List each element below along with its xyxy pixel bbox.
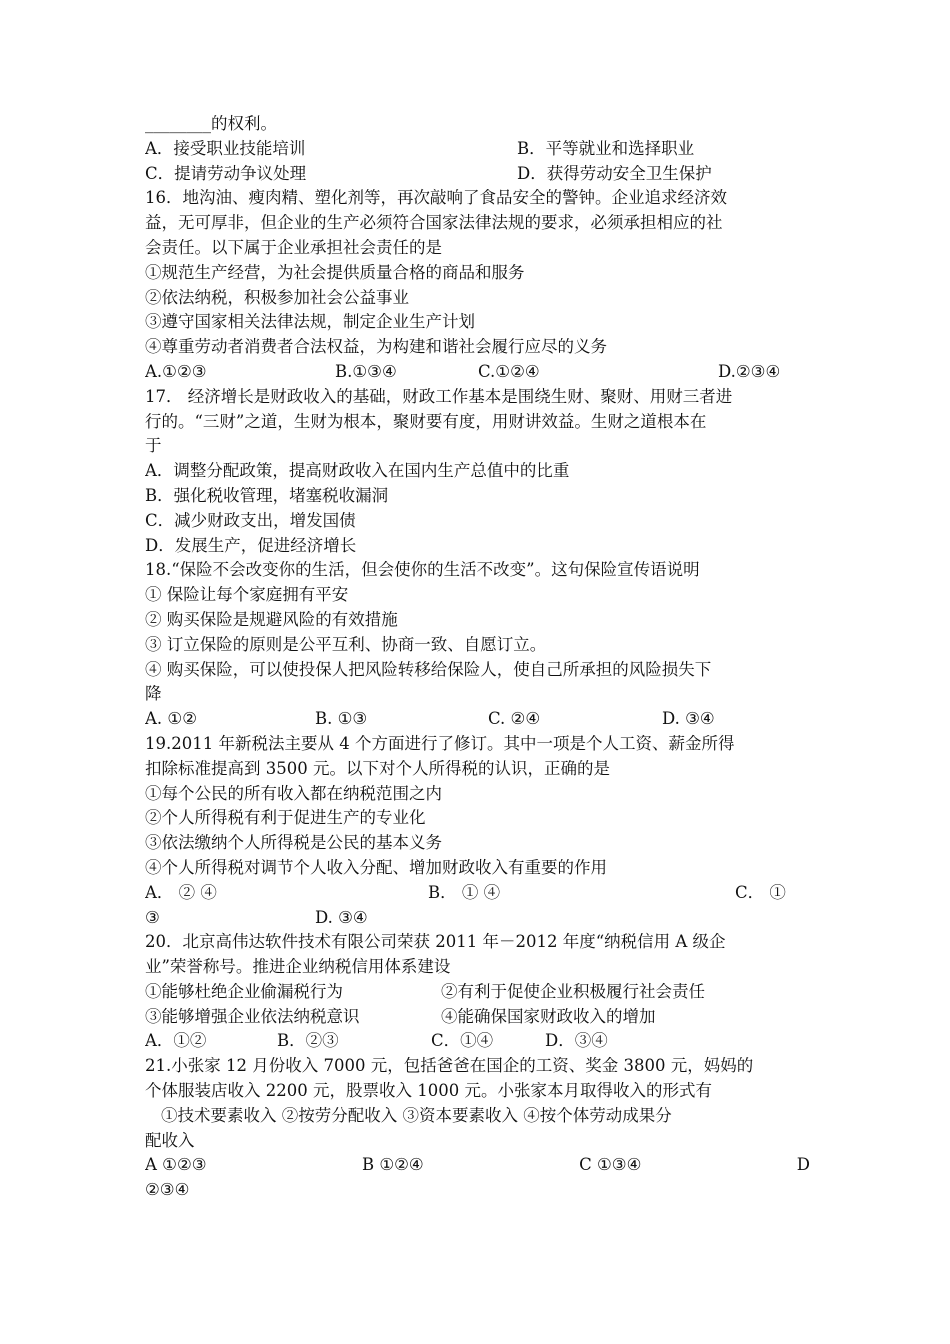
q19-item-3: ③依法缴纳个人所得税是公民的基本义务 bbox=[145, 833, 442, 853]
q20-items-row-2 bbox=[145, 1005, 810, 1030]
q19-stem-line-2: 扣除标准提高到 3500 元。以下对个人所得税的认识，正确的是 bbox=[145, 758, 610, 778]
q21-option-d: D bbox=[796, 1155, 810, 1175]
q20-stem-line-2: 业”荣誉称号。推进企业纳税信用体系建设 bbox=[145, 957, 451, 977]
q17-option-a: A．调整分配政策，提高财政收入在国内生产总值中的比重 bbox=[145, 461, 570, 481]
q20-options-row bbox=[145, 1029, 810, 1054]
q17-option-b: B．强化税收管理，堵塞税收漏洞 bbox=[145, 485, 389, 505]
q15-option-a: A．接受职业技能培训 bbox=[145, 138, 306, 158]
q16-stem-line-3: 会责任。以下属于企业承担社会责任的是 bbox=[145, 237, 442, 257]
q20-items-row-1 bbox=[145, 980, 810, 1005]
q20-option-a: A．①② bbox=[145, 1031, 207, 1051]
q17-stem-line-3: 于 bbox=[145, 436, 162, 456]
q20-item-3: ③能够增强企业依法纳税意识 bbox=[145, 1006, 360, 1026]
q19-item-2: ②个人所得税有利于促进生产的专业化 bbox=[145, 808, 426, 828]
exam-page bbox=[145, 112, 810, 1203]
q18-option-c: C. ②④ bbox=[488, 709, 541, 729]
q20-item-2: ②有利于促使企业积极履行社会责任 bbox=[441, 981, 705, 1001]
q19-option-d: D. ③④ bbox=[315, 907, 368, 927]
q17-stem-line-2: 行的。“三财”之道，生财为根本，聚财要有度，用财讲效益。生财之道根本在 bbox=[145, 411, 707, 431]
q21-option-c: C ①③④ bbox=[579, 1155, 642, 1175]
q21-stem-line-1: 21.小张家 12 月份收入 7000 元，包括爸爸在国企的工资、奖金 3800 元，妈妈的 bbox=[145, 1056, 754, 1076]
q16-item-1: ①规范生产经营，为社会提供质量合格的商品和服务 bbox=[145, 262, 525, 282]
q15-option-d: D．获得劳动安全卫生保护 bbox=[517, 163, 712, 183]
q21-items-line-1: ①技术要素收入 ②按劳分配收入 ③资本要素收入 ④按个体劳动成果分 bbox=[161, 1105, 672, 1125]
q18-item-4-line-2: 降 bbox=[145, 684, 162, 704]
q15-stem-tail: ________的权利。 bbox=[145, 114, 277, 133]
q19-option-a: A． ② ④ bbox=[145, 882, 217, 902]
q20-option-d: D．③④ bbox=[545, 1031, 608, 1051]
q21-option-b: B ①②④ bbox=[361, 1155, 424, 1175]
q16-option-b: B.①③④ bbox=[335, 361, 397, 381]
q19-options-row-1 bbox=[145, 881, 810, 906]
q21-option-a: A ①②③ bbox=[145, 1155, 207, 1175]
q20-item-4: ④能确保国家财政收入的增加 bbox=[441, 1006, 656, 1026]
q20-stem-line-1: 20．北京高伟达软件技术有限公司荣获 2011 年－2012 年度“纳税信用 A 级企 bbox=[145, 932, 726, 952]
q19-option-b: B． ① ④ bbox=[428, 882, 501, 902]
q16-option-d: D.②③④ bbox=[718, 361, 781, 381]
q18-item-1: ① 保险让每个家庭拥有平安 bbox=[145, 585, 349, 605]
q20-option-c: C．①④ bbox=[431, 1031, 494, 1051]
q18-options-row bbox=[145, 707, 810, 732]
q18-item-4-line-1: ④ 购买保险，可以使投保人把风险转移给保险人，使自己所承担的风险损失下 bbox=[145, 659, 712, 679]
q19-option-c-continued: ③ bbox=[145, 907, 160, 927]
q21-items-line-2: 配收入 bbox=[145, 1130, 195, 1150]
q15-option-b: B．平等就业和选择职业 bbox=[517, 138, 695, 158]
q17-option-c: C．减少财政支出，增发国债 bbox=[145, 510, 356, 530]
q19-item-1: ①每个公民的所有收入都在纳税范围之内 bbox=[145, 783, 442, 803]
q19-stem-line-1: 19.2011 年新税法主要从 4 个方面进行了修订。其中一项是个人工资、薪金所得 bbox=[145, 733, 735, 753]
q18-item-3: ③ 订立保险的原则是公平互利、协商一致、自愿订立。 bbox=[145, 634, 547, 654]
q20-item-1: ①能够杜绝企业偷漏税行为 bbox=[145, 981, 343, 1001]
q16-options-row bbox=[145, 360, 810, 385]
q18-option-b: B. ①③ bbox=[315, 709, 368, 729]
q21-stem-line-2: 个体服装店收入 2200 元，股票收入 1000 元。小张家本月取得收入的形式有 bbox=[145, 1081, 712, 1101]
q18-stem-line-1: 18.“保险不会改变你的生活，但会使你的生活不改变”。这句保险宣传语说明 bbox=[145, 560, 700, 580]
q16-option-a: A.①②③ bbox=[145, 361, 207, 381]
q16-stem-line-2: 益，无可厚非，但企业的生产必须符合国家法律法规的要求，必须承担相应的社 bbox=[145, 213, 723, 233]
q16-item-3: ③遵守国家相关法律法规，制定企业生产计划 bbox=[145, 312, 475, 332]
q19-item-4: ④个人所得税对调节个人收入分配、增加财政收入有重要的作用 bbox=[145, 857, 607, 877]
q18-item-2: ② 购买保险是规避风险的有效措施 bbox=[145, 609, 398, 629]
q15-options-row-1 bbox=[145, 137, 810, 162]
q16-item-2: ②依法纳税，积极参加社会公益事业 bbox=[145, 287, 409, 307]
q16-stem-line-1: 16．地沟油、瘦肉精、塑化剂等，再次敲响了食品安全的警钟。企业追求经济效 bbox=[145, 188, 727, 208]
q21-option-d-continued: ②③④ bbox=[145, 1180, 190, 1200]
q21-options-row-1 bbox=[145, 1153, 810, 1178]
q16-option-c: C.①②④ bbox=[478, 361, 540, 381]
q16-item-4: ④尊重劳动者消费者合法权益，为构建和谐社会履行应尽的义务 bbox=[145, 337, 607, 357]
q18-option-d: D. ③④ bbox=[662, 709, 715, 729]
q15-option-c: C．提请劳动争议处理 bbox=[145, 163, 307, 183]
q18-option-a: A. ①② bbox=[145, 709, 197, 729]
q15-options-row-2 bbox=[145, 162, 810, 187]
q19-options-row-2 bbox=[145, 906, 810, 931]
q17-stem-line-1: 17． 经济增长是财政收入的基础，财政工作基本是围绕生财、聚财、用财三者进 bbox=[145, 386, 733, 406]
q20-option-b: B．②③ bbox=[277, 1031, 339, 1051]
q17-option-d: D．发展生产，促进经济增长 bbox=[145, 535, 357, 555]
q19-option-c: C． ① bbox=[735, 882, 786, 902]
